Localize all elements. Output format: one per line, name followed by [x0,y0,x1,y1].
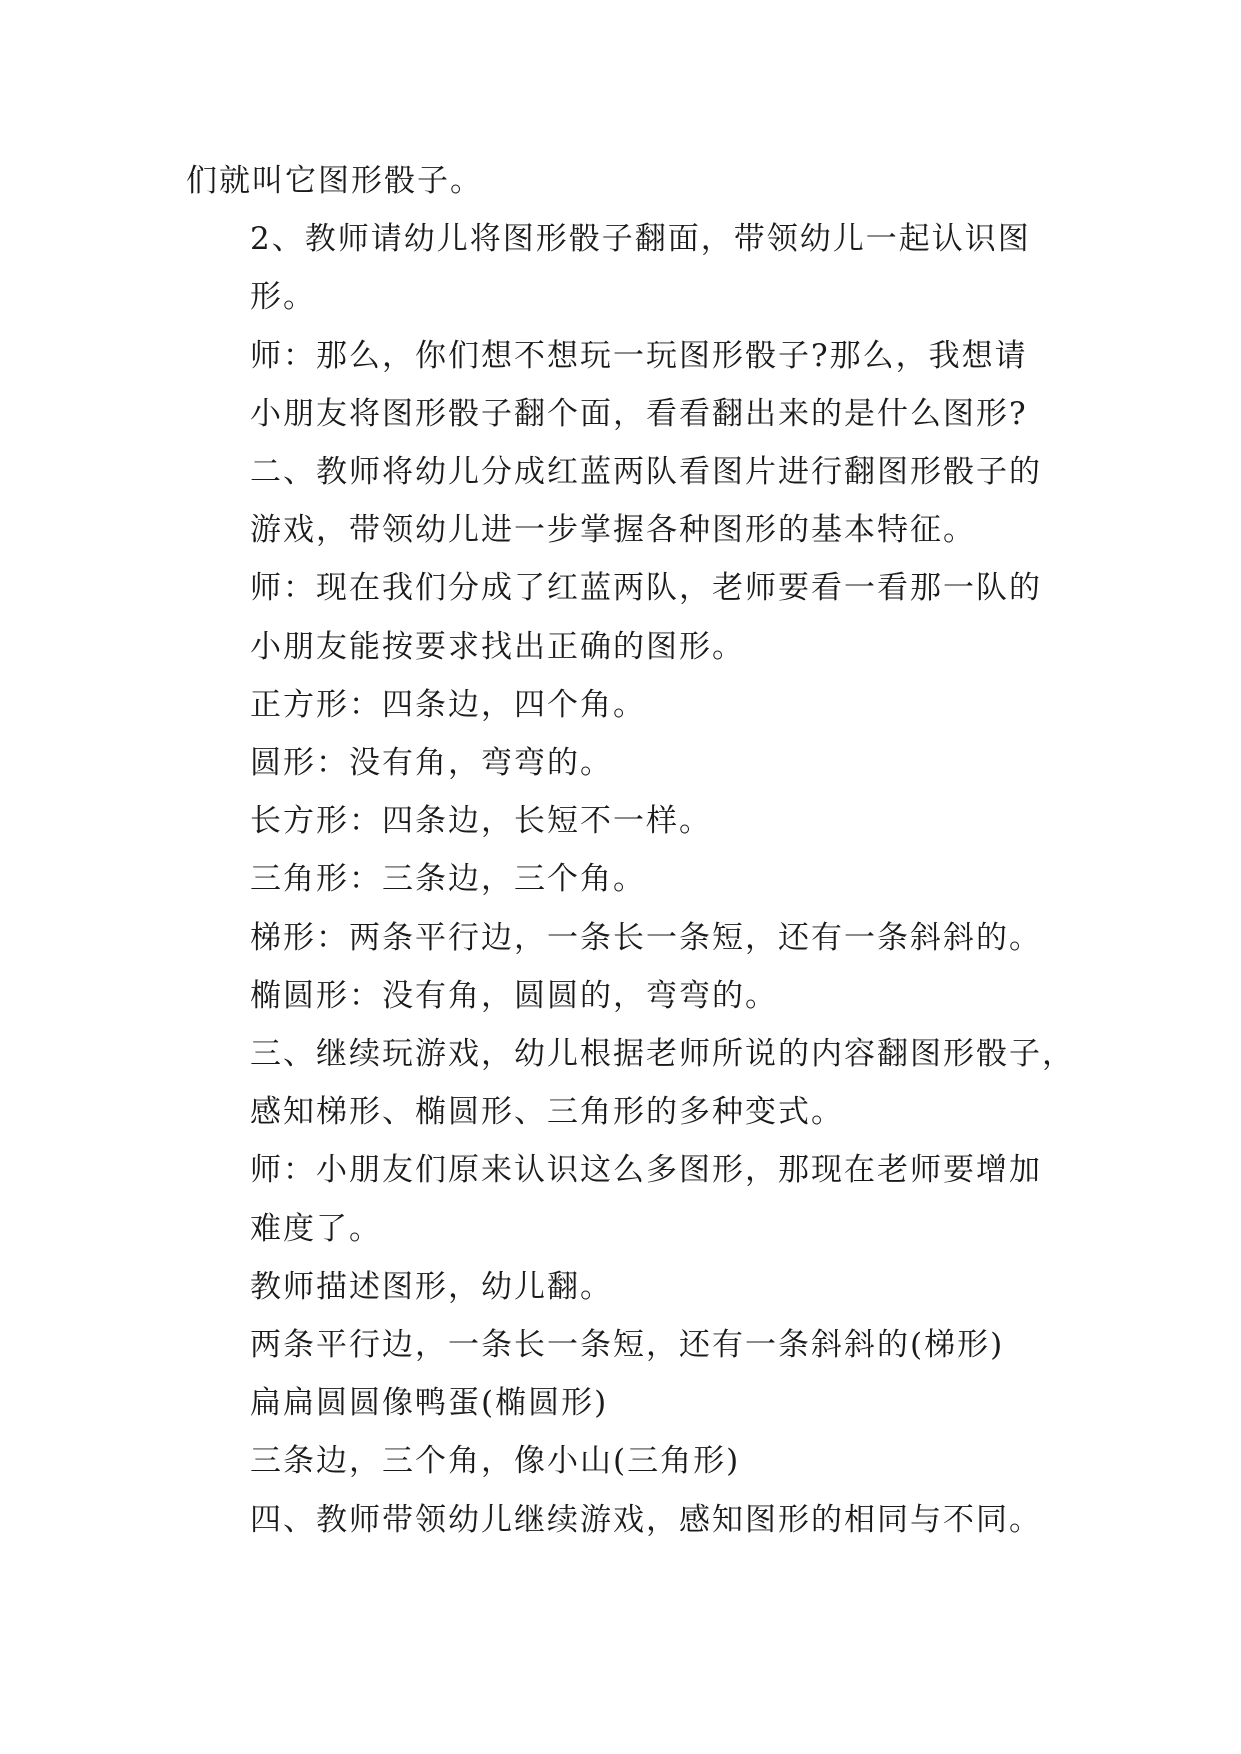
text-line: 两条平行边，一条长一条短，还有一条斜斜的(梯形) [250,1327,1005,1364]
text-line: 圆形：没有角，弯弯的。 [250,745,613,782]
text-line: 师：小朋友们原来认识这么多图形，那现在老师要增加 [250,1152,1042,1189]
paragraph [186,792,1066,850]
text-line: 们就叫它图形骰子。 [186,163,483,199]
text-line: 四、教师带领幼儿继续游戏，感知图形的相同与不同。 [250,1501,1042,1538]
paragraph [186,1316,1066,1374]
paragraph [186,1258,1066,1316]
paragraph [186,850,1066,908]
text-line: 扁扁圆圆像鸭蛋(椭圆形) [250,1385,609,1422]
paragraph [186,1491,1066,1549]
paragraph [186,443,1066,559]
text-line: 三角形：三条边，三个角。 [250,861,646,898]
paragraph [186,1432,1066,1490]
paragraph [186,676,1066,734]
paragraph [186,152,1066,210]
paragraph [186,967,1066,1025]
text-line: 感知梯形、椭圆形、三角形的多种变式。 [250,1094,844,1131]
text-line: 教师描述图形，幼儿翻。 [250,1268,613,1305]
text-line: 正方形：四条边，四个角。 [250,686,646,723]
text-line: 二、教师将幼儿分成红蓝两队看图片进行翻图形骰子的 [250,454,1042,491]
paragraph [186,1141,1066,1257]
document-body [186,152,1075,1549]
text-line: 师：现在我们分成了红蓝两队，老师要看一看那一队的 [250,570,1042,607]
text-line: 三、继续玩游戏，幼儿根据老师所说的内容翻图形骰子， [250,1036,1075,1073]
text-line: 师：那么，你们想不想玩一玩图形骰子?那么，我想请 [250,337,1028,374]
paragraph [186,909,1066,967]
paragraph [186,734,1066,792]
paragraph [186,327,1066,443]
paragraph [186,1025,1075,1141]
text-line: 小朋友将图形骰子翻个面，看看翻出来的是什么图形? [250,395,1028,432]
paragraph [186,1374,1066,1432]
text-line: 长方形：四条边，长短不一样。 [250,803,712,840]
text-line: 椭圆形：没有角，圆圆的，弯弯的。 [250,977,778,1014]
text-line: 三条边，三个角，像小山(三角形) [250,1443,741,1480]
text-line: 难度了。 [250,1210,382,1247]
text-line: 形。 [250,279,316,316]
text-line: 梯形：两条平行边，一条长一条短，还有一条斜斜的。 [250,919,1042,956]
text-line: 游戏，带领幼儿进一步掌握各种图形的基本特征。 [250,512,976,549]
text-line: 小朋友能按要求找出正确的图形。 [250,628,745,665]
paragraph [186,210,1066,326]
paragraph [186,559,1066,675]
text-line: 2、教师请幼儿将图形骰子翻面，带领幼儿一起认识图 [250,221,1031,258]
